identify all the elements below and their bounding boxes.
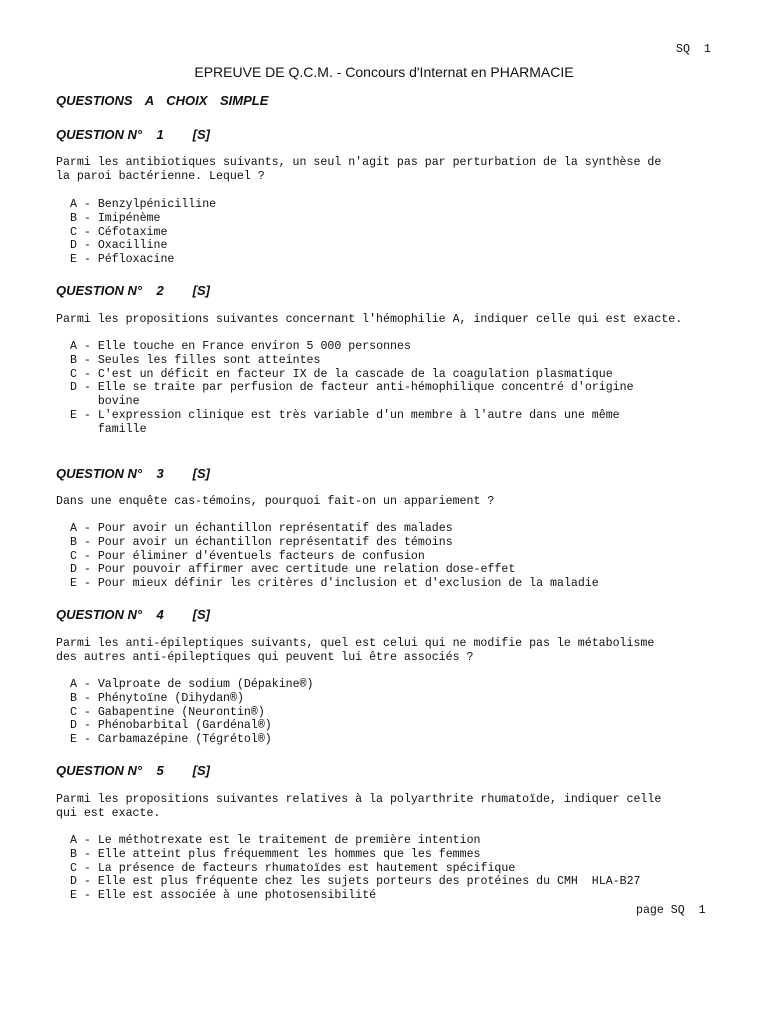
- question-2-text: Parmi les propositions suivantes concernant l'hémophilie A, indiquer celle qui est exacte.: [56, 313, 683, 326]
- question-3-option-b: B - Pour avoir un échantillon représentatif des témoins: [70, 535, 453, 549]
- question-2-option-c: C - C'est un déficit en facteur IX de la cascade de la coagulation plasmatique: [70, 367, 613, 381]
- question-4-heading: QUESTION N° 4 [S]: [56, 607, 210, 622]
- question-2-option-b: B - Seules les filles sont atteintes: [70, 353, 321, 367]
- question-3-heading: QUESTION N° 3 [S]: [56, 466, 210, 481]
- question-1-option-b: B - Imipénème: [70, 211, 161, 225]
- question-5-heading: QUESTION N° 5 [S]: [56, 763, 210, 778]
- question-1-text: Parmi les antibiotiques suivants, un seul n'agit pas par perturbation de la synthèse de la paroi bactérienne. Lequel ?: [56, 156, 662, 183]
- question-3-option-e: E - Pour mieux définir les critères d'inclusion et d'exclusion de la maladie: [70, 577, 599, 591]
- question-1-option-d: D - Oxacilline: [70, 239, 168, 253]
- question-3-options: [70, 522, 730, 591]
- question-2-options: [70, 340, 730, 437]
- question-4-option-d: D - Phénobarbital (Gardénal®): [70, 719, 272, 733]
- exam-title: EPREUVE DE Q.C.M. - Concours d'Internat en PHARMACIE: [194, 64, 574, 80]
- page-footer: page SQ 1: [636, 904, 706, 917]
- question-4-option-c: C - Gabapentine (Neurontin®): [70, 705, 265, 719]
- question-5-option-d: D - Elle est plus fréquente chez les sujets porteurs des protéines du CMH HLA-B27: [70, 875, 641, 889]
- question-2-heading: QUESTION N° 2 [S]: [56, 283, 210, 298]
- question-1-option-a: A - Benzylpénicilline: [70, 198, 217, 211]
- question-4-option-e: E - Carbamazépine (Tégrétol®): [70, 733, 272, 747]
- page-code: SQ 1: [676, 43, 711, 56]
- question-5-text: Parmi les propositions suivantes relatives à la polyarthrite rhumatoïde, indiquer celle qui est exacte.: [56, 793, 662, 820]
- question-5-option-a: A - Le méthotrexate est le traitement de première intention: [70, 834, 481, 847]
- question-3-option-c: C - Pour éliminer d'éventuels facteurs de confusion: [70, 549, 425, 563]
- question-5-option-e: E - Elle est associée à une photosensibilité: [70, 889, 377, 903]
- question-4-option-a: A - Valproate de sodium (Dépakine®): [70, 678, 314, 691]
- question-4-option-b: B - Phénytoïne (Dihydan®): [70, 691, 244, 705]
- question-2-option-d: D - Elle se traite par perfusion de facteur anti-hémophilique concentré d'origine bovine: [70, 381, 634, 409]
- section-title: QUESTIONS A CHOIX SIMPLE: [56, 93, 269, 108]
- question-3-text: Dans une enquête cas-témoins, pourquoi fait-on un appariement ?: [56, 495, 495, 508]
- question-5-option-c: C - La présence de facteurs rhumatoïdes est hautement spécifique: [70, 861, 516, 875]
- question-2-option-e: E - L'expression clinique est très variable d'un membre à l'autre dans une même famille: [70, 408, 620, 436]
- question-1-option-c: C - Céfotaxime: [70, 225, 168, 239]
- question-3-option-d: D - Pour pouvoir affirmer avec certitude une relation dose-effet: [70, 563, 516, 577]
- question-4-text: Parmi les anti-épileptiques suivants, quel est celui qui ne modifie pas le métabolisme des autres anti-épileptiques qui peuvent lui être associés ?: [56, 637, 655, 664]
- question-1-option-e: E - Péfloxacine: [70, 253, 175, 267]
- question-3-option-a: A - Pour avoir un échantillon représentatif des malades: [70, 522, 453, 535]
- question-4-options: [70, 678, 730, 747]
- question-5-option-b: B - Elle atteint plus fréquemment les hommes que les femmes: [70, 847, 481, 861]
- question-1-heading: QUESTION N° 1 [S]: [56, 127, 210, 142]
- question-2-option-a: A - Elle touche en France environ 5 000 personnes: [70, 340, 411, 353]
- question-5-options: [70, 834, 730, 903]
- question-1-options: [70, 198, 730, 267]
